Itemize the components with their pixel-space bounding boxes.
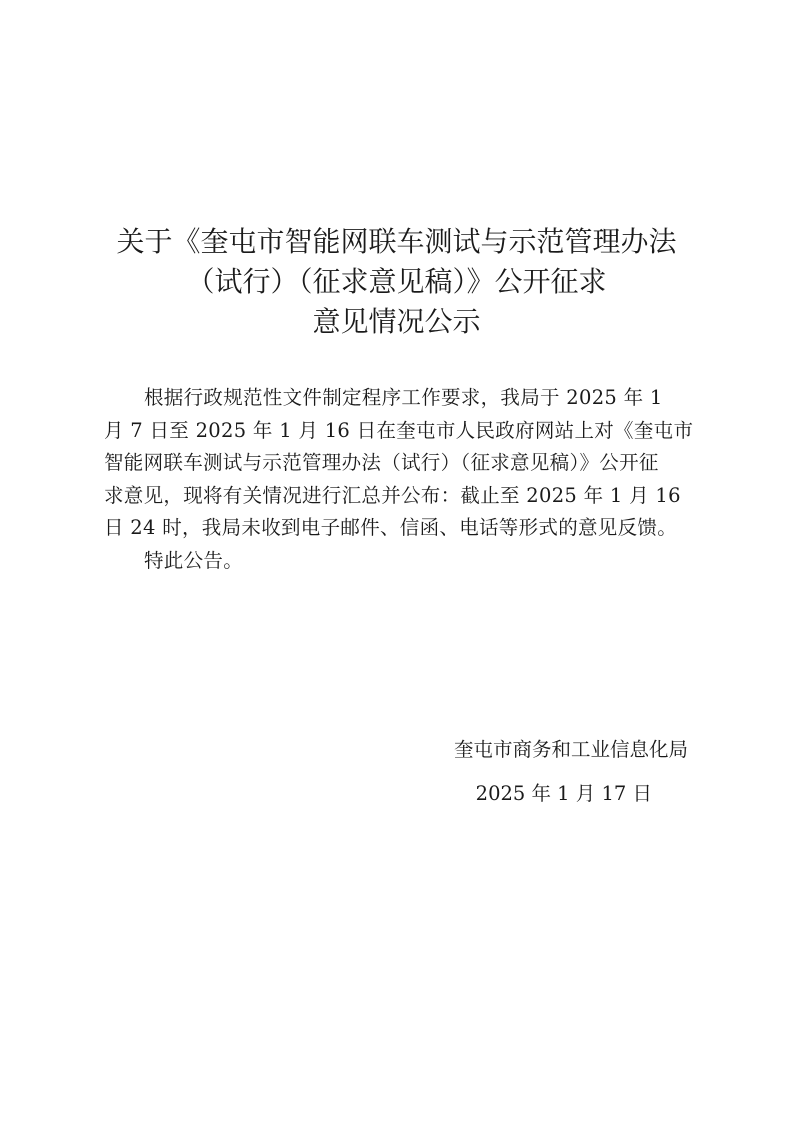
body-line-4: 求意见，现将有关情况进行汇总并公布：截止至 2025 年 1 月 16 (104, 483, 681, 507)
body-line-1: 根据行政规范性文件制定程序工作要求，我局于 2025 年 1 (144, 386, 663, 409)
body-line-5: 日 24 时，我局未收到电子邮件、信函、电话等形式的意见反馈。 (104, 516, 678, 539)
body-line-2: 月 7 日至 2025 年 1 月 16 日在奎屯市人民政府网站上对《奎屯市 (104, 418, 694, 442)
closing-line: 特此公告。 (144, 548, 244, 572)
title-line-3: 意见情况公示 (312, 305, 481, 338)
signature-date: 2025 年 1 月 17 日 (475, 782, 652, 805)
body-line-3: 智能网联车测试与示范管理办法（试行）（征求意见稿）》公开征 (104, 451, 659, 474)
signature-block (400, 728, 690, 816)
title-line-2: （试行）（征求意见稿）》公开征求 (186, 265, 607, 298)
document-title (100, 222, 693, 342)
title-line-1: 关于《奎屯市智能网联车测试与示范管理办法 (116, 225, 677, 258)
signature-organization: 奎屯市商务和工业信息化局 (453, 738, 688, 761)
document-body (104, 382, 694, 577)
